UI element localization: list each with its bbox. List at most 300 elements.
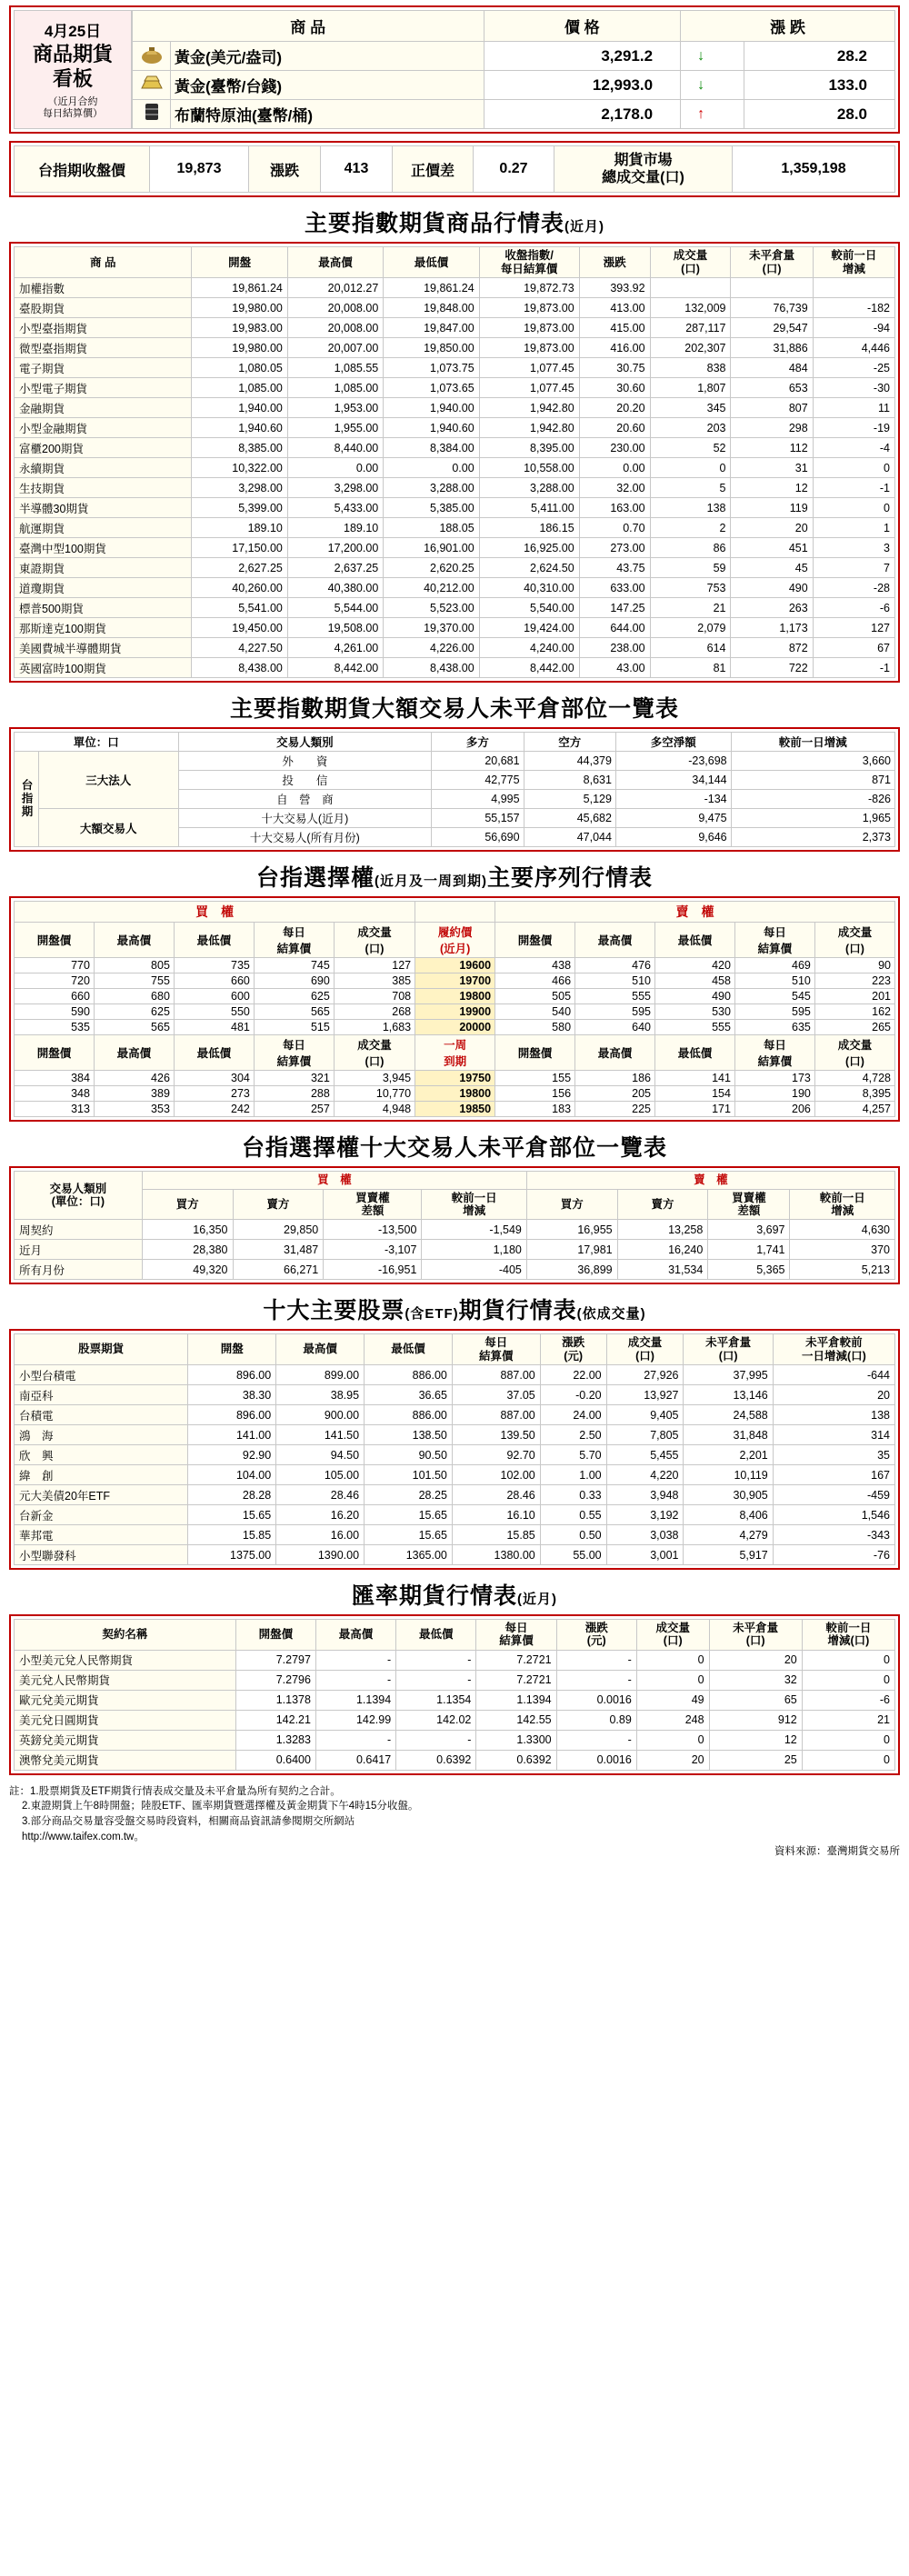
table-cell: 8,395.00: [479, 438, 579, 458]
table-row: [15, 338, 895, 358]
table-cell: 投 信: [178, 771, 432, 790]
table-cell: 30,905: [684, 1485, 773, 1505]
table-row: [15, 1260, 895, 1280]
table-cell: 31,487: [233, 1240, 324, 1260]
column-header: 成交量 (口): [334, 1035, 415, 1071]
table-cell: 1,942.80: [479, 418, 579, 438]
table-cell: 小型聯發科: [15, 1545, 188, 1565]
table-cell: 230.00: [579, 438, 650, 458]
table-row: [15, 438, 895, 458]
basis-value: 0.27: [473, 145, 554, 193]
table-cell: 353: [94, 1102, 174, 1117]
option-trader-table: [14, 1171, 895, 1280]
table-cell: 2,637.25: [287, 558, 383, 578]
close-value: 19,873: [149, 145, 249, 193]
commodity-name: 布蘭特原油(臺幣/桶): [171, 100, 484, 129]
table-cell: -1: [813, 658, 894, 678]
table-cell: 55,157: [432, 809, 524, 828]
table-cell: 505: [495, 989, 575, 1004]
table-cell: 0: [802, 1670, 894, 1690]
table-cell: 510: [575, 973, 655, 989]
table-row: [15, 318, 895, 338]
table-cell: 那斯達克100期貨: [15, 618, 192, 638]
table-cell: 384: [15, 1071, 95, 1086]
table-cell: 690: [254, 973, 334, 989]
table-cell: 4,948: [334, 1102, 415, 1117]
stock-futures-title: 十大主要股票: [263, 1298, 405, 1324]
fx-futures-banner: [9, 1578, 900, 1611]
table-cell: -: [396, 1730, 476, 1750]
table-cell: 19800: [415, 989, 495, 1004]
table-cell: 28.46: [452, 1485, 540, 1505]
table-cell: 3,038: [606, 1525, 684, 1545]
table-cell: 708: [334, 989, 415, 1004]
table-cell: 0.50: [540, 1525, 606, 1545]
column-header: 空方: [524, 733, 615, 752]
column-header: 開盤價: [15, 923, 95, 958]
table-cell: 1,073.65: [384, 378, 479, 398]
table-cell: 484: [731, 358, 813, 378]
table-cell: 753: [650, 578, 731, 598]
column-header: 賣方: [617, 1189, 708, 1220]
footer-note-4[interactable]: http://www.taifex.com.tw。: [22, 1831, 145, 1842]
table-row: [15, 1545, 895, 1565]
table-cell: 420: [654, 958, 734, 973]
table-cell: 90: [814, 958, 894, 973]
table-cell: 755: [94, 973, 174, 989]
table-cell: 141: [654, 1071, 734, 1086]
column-header: 最高價: [315, 1620, 395, 1651]
table-row: [15, 1485, 895, 1505]
column-header: 未平倉量 (口): [709, 1620, 802, 1651]
table-cell: 19,848.00: [384, 298, 479, 318]
column-header: 較前一日 增減: [422, 1189, 526, 1220]
table-row: [15, 578, 895, 598]
opt-trader-side-header: [15, 1172, 895, 1189]
table-cell: 167: [773, 1465, 894, 1485]
table-cell: 43.75: [579, 558, 650, 578]
table-cell: 29,547: [731, 318, 813, 338]
column-header: 開盤價: [495, 1035, 575, 1071]
table-cell: 205: [575, 1086, 655, 1102]
table-cell: 644.00: [579, 618, 650, 638]
table-cell: 29,850: [233, 1220, 324, 1240]
table-cell: 2,627.25: [192, 558, 287, 578]
table-cell: 273: [174, 1086, 254, 1102]
table-cell: 5: [650, 478, 731, 498]
table-cell: 19,508.00: [287, 618, 383, 638]
table-cell: 1.1378: [235, 1690, 315, 1710]
table-cell: 17,981: [526, 1240, 617, 1260]
table-cell: 189.10: [287, 518, 383, 538]
table-cell: 0: [636, 1650, 709, 1670]
board-note-line1: （近月合約: [47, 95, 98, 107]
table-cell: 0: [636, 1730, 709, 1750]
table-cell: 104.00: [188, 1465, 276, 1485]
table-row: [15, 538, 895, 558]
table-cell: 0.89: [556, 1710, 636, 1730]
column-header: 開盤價: [235, 1620, 315, 1651]
table-cell: 5,433.00: [287, 498, 383, 518]
table-cell: 770: [15, 958, 95, 973]
table-cell: 1.3283: [235, 1730, 315, 1750]
table-cell: 653: [731, 378, 813, 398]
table-cell: 0.0016: [556, 1750, 636, 1770]
table-cell: 510: [734, 973, 814, 989]
table-cell: 0: [650, 458, 731, 478]
table-cell: 19,847.00: [384, 318, 479, 338]
gold-bar-icon: [133, 71, 171, 100]
table-cell: 7.2721: [476, 1650, 556, 1670]
table-cell: 633.00: [579, 578, 650, 598]
table-cell: 540: [495, 1004, 575, 1020]
commodity-board: [9, 5, 900, 134]
table-cell: 15.65: [365, 1525, 453, 1545]
table-cell: 16,901.00: [384, 538, 479, 558]
table-cell: 59: [650, 558, 731, 578]
table-cell: 24,588: [684, 1405, 773, 1425]
table-cell: 223: [814, 973, 894, 989]
column-header: 每日 結算價: [452, 1334, 540, 1365]
board-header-price: 價 格: [484, 11, 681, 42]
table-cell: 21: [802, 1710, 894, 1730]
column-header: 買方: [142, 1189, 233, 1220]
table-cell: 19700: [415, 973, 495, 989]
table-cell: 澳幣兌美元期貨: [15, 1750, 236, 1770]
table-cell: 321: [254, 1071, 334, 1086]
table-cell: 1,942.80: [479, 398, 579, 418]
table-cell: 19850: [415, 1102, 495, 1117]
table-cell: 4,995: [432, 790, 524, 809]
table-row: [15, 478, 895, 498]
table-cell: 40,212.00: [384, 578, 479, 598]
table-cell: 標普500期貨: [15, 598, 192, 618]
column-header: 漲跌: [579, 247, 650, 278]
table-cell: 10,119: [684, 1465, 773, 1485]
table-cell: 16,350: [142, 1220, 233, 1240]
table-cell: 625: [254, 989, 334, 1004]
table-cell: 242: [174, 1102, 254, 1117]
column-header: 成交量 (口): [636, 1620, 709, 1651]
table-cell: 190: [734, 1086, 814, 1102]
table-cell: 5,411.00: [479, 498, 579, 518]
table-cell: 90.50: [365, 1445, 453, 1465]
table-cell: 小型電子期貨: [15, 378, 192, 398]
column-header: 開盤價: [495, 923, 575, 958]
table-cell: 13,927: [606, 1385, 684, 1405]
table-cell: 173: [734, 1071, 814, 1086]
table-row: [15, 278, 895, 298]
table-row: [15, 1710, 895, 1730]
table-cell: 476: [575, 958, 655, 973]
table-cell: 4,220: [606, 1465, 684, 1485]
commodity-change: 28.0: [744, 100, 895, 129]
column-header: 賣方: [233, 1189, 324, 1220]
table-cell: 臺股期貨: [15, 298, 192, 318]
table-cell: 438: [495, 958, 575, 973]
table-cell: 288: [254, 1086, 334, 1102]
table-cell: 426: [94, 1071, 174, 1086]
table-cell: 27,926: [606, 1365, 684, 1385]
table-cell: 287,117: [650, 318, 731, 338]
table-cell: 1,546: [773, 1505, 894, 1525]
table-cell: 3,001: [606, 1545, 684, 1565]
column-header: 最高價: [575, 1035, 655, 1071]
options-subtitle: (近月及一周到期): [375, 874, 487, 890]
table-cell: -28: [813, 578, 894, 598]
table-cell: 30.75: [579, 358, 650, 378]
table-cell: 896.00: [188, 1405, 276, 1425]
table-cell: 20000: [415, 1020, 495, 1035]
table-cell: 635: [734, 1020, 814, 1035]
table-cell: 7.2721: [476, 1670, 556, 1690]
table-cell: 3,298.00: [287, 478, 383, 498]
table-cell: 640: [575, 1020, 655, 1035]
table-cell: 4,279: [684, 1525, 773, 1545]
volume-label-line2: 總成交量(口): [602, 170, 684, 186]
table-cell: 38.30: [188, 1385, 276, 1405]
table-cell: 188.05: [384, 518, 479, 538]
table-cell: 871: [731, 771, 894, 790]
table-cell: 19,861.24: [192, 278, 287, 298]
table-cell: 15.85: [452, 1525, 540, 1545]
table-cell: 304: [174, 1071, 254, 1086]
table-cell: 660: [15, 989, 95, 1004]
table-cell: 141.50: [276, 1425, 365, 1445]
table-cell: 0.00: [287, 458, 383, 478]
table-cell: 9,646: [615, 828, 731, 847]
table-cell: 19,980.00: [192, 298, 287, 318]
table-cell: 小型美元兌人民幣期貨: [15, 1650, 236, 1670]
table-cell: 17,150.00: [192, 538, 287, 558]
column-header: 最高價: [94, 923, 174, 958]
index-futures-box: [9, 242, 900, 683]
table-cell: 555: [654, 1020, 734, 1035]
table-row: [15, 1445, 895, 1465]
table-row: [15, 1730, 895, 1750]
column-header: 收盤指數/ 每日結算價: [479, 247, 579, 278]
table-cell: 5,541.00: [192, 598, 287, 618]
commodity-price: 12,993.0: [484, 71, 681, 100]
table-cell: 31,848: [684, 1425, 773, 1445]
table-cell: -: [396, 1670, 476, 1690]
table-cell: 138.50: [365, 1425, 453, 1445]
table-cell: 9,405: [606, 1405, 684, 1425]
column-header: 最高價: [575, 923, 655, 958]
table-cell: 19,861.24: [384, 278, 479, 298]
table-cell: 5.70: [540, 1445, 606, 1465]
table-cell: 20.60: [579, 418, 650, 438]
table-cell: 469: [734, 958, 814, 973]
table-cell: 19,424.00: [479, 618, 579, 638]
table-cell: 1,085.55: [287, 358, 383, 378]
table-cell: 1,073.75: [384, 358, 479, 378]
options-title2: 主要序列行情表: [487, 865, 654, 892]
table-cell: 8,442.00: [479, 658, 579, 678]
table-cell: 37.05: [452, 1385, 540, 1405]
table-cell: 142.55: [476, 1710, 556, 1730]
table-cell: 5,523.00: [384, 598, 479, 618]
fx-futures-subtitle: (近月): [517, 1592, 557, 1607]
stock-futures-sub2: (依成交量): [576, 1306, 646, 1323]
table-cell: 0: [802, 1750, 894, 1770]
table-cell: 314: [773, 1425, 894, 1445]
trader-group-label: 大額交易人: [39, 809, 179, 847]
table-cell: 1390.00: [276, 1545, 365, 1565]
table-cell: 2,373: [731, 828, 894, 847]
footer-note-1: 註：1.股票期貨及ETF期貨行情表成交量及未平倉量為所有契約之合計。: [9, 1785, 341, 1797]
table-cell: 1,955.00: [287, 418, 383, 438]
table-cell: 735: [174, 958, 254, 973]
table-cell: -343: [773, 1525, 894, 1545]
table-row: [15, 1650, 895, 1670]
table-cell: 20: [773, 1385, 894, 1405]
trader-group-label: 三大法人: [39, 752, 179, 809]
table-row: [15, 518, 895, 538]
table-cell: 4,257: [814, 1102, 894, 1117]
column-header: 買 權: [15, 902, 415, 923]
table-cell: 34,144: [615, 771, 731, 790]
table-cell: 16.10: [452, 1505, 540, 1525]
table-cell: 15.65: [365, 1505, 453, 1525]
table-cell: 英國富時100期貨: [15, 658, 192, 678]
table-cell: -94: [813, 318, 894, 338]
column-header: 最低價: [174, 1035, 254, 1071]
table-cell: 所有月份: [15, 1260, 143, 1280]
table-cell: 298: [731, 418, 813, 438]
table-row: [15, 809, 895, 828]
table-cell: 30.60: [579, 378, 650, 398]
column-header: 較前一日增減: [731, 733, 894, 752]
table-cell: 1,085.00: [192, 378, 287, 398]
stock-futures-box: [9, 1329, 900, 1570]
table-cell: 92.90: [188, 1445, 276, 1465]
table-cell: 20,007.00: [287, 338, 383, 358]
table-row: [15, 1525, 895, 1545]
table-cell: -: [315, 1650, 395, 1670]
table-cell: 1.1394: [315, 1690, 395, 1710]
column-header: 每日 結算價: [734, 1035, 814, 1071]
table-cell: -: [556, 1650, 636, 1670]
taiex-summary-box: [9, 141, 900, 197]
table-cell: 1,173: [731, 618, 813, 638]
board-title-line1: 商品期貨: [32, 42, 113, 65]
commodity-row: [133, 42, 895, 71]
table-cell: 49: [636, 1690, 709, 1710]
table-cell: 華邦電: [15, 1525, 188, 1545]
options-row: [15, 1004, 895, 1020]
table-cell: 4,630: [790, 1220, 895, 1240]
table-cell: 1,940.60: [192, 418, 287, 438]
table-cell: 1,080.05: [192, 358, 287, 378]
column-header: 股票期貨: [15, 1334, 188, 1365]
table-cell: 13,146: [684, 1385, 773, 1405]
table-cell: 微型臺指期貨: [15, 338, 192, 358]
column-header: 每日 結算價: [254, 1035, 334, 1071]
table-cell: 半導體30期貨: [15, 498, 192, 518]
table-cell: 35: [773, 1445, 894, 1465]
table-cell: 257: [254, 1102, 334, 1117]
table-cell: 2.50: [540, 1425, 606, 1445]
table-row: [15, 1405, 895, 1425]
column-header: 多方: [432, 733, 524, 752]
large-trader-banner: 主要指數期貨大額交易人未平倉部位一覽表: [229, 696, 679, 723]
table-cell: 5,129: [524, 790, 615, 809]
table-row: [15, 638, 895, 658]
commodity-change: 28.2: [744, 42, 895, 71]
option-trader-box: [9, 1166, 900, 1284]
table-cell: 1,940.60: [384, 418, 479, 438]
fx-futures-table: [14, 1619, 895, 1771]
change-value: 413: [320, 145, 393, 193]
options-row: [15, 1071, 895, 1086]
table-cell: -182: [813, 298, 894, 318]
table-cell: 138: [773, 1405, 894, 1425]
column-header: 開盤: [192, 247, 287, 278]
table-cell: 720: [15, 973, 95, 989]
table-cell: 24.00: [540, 1405, 606, 1425]
stock-futures-banner: [9, 1293, 900, 1325]
table-cell: 416.00: [579, 338, 650, 358]
table-cell: 142.21: [235, 1710, 315, 1730]
table-cell: 鴻 海: [15, 1425, 188, 1445]
column-header: 較前一日 增減: [813, 247, 894, 278]
options-row: [15, 989, 895, 1004]
table-cell: 臺灣中型100期貨: [15, 538, 192, 558]
table-cell: 8,438.00: [192, 658, 287, 678]
table-cell: 81: [650, 658, 731, 678]
table-cell: 141.00: [188, 1425, 276, 1445]
table-cell: 自 營 商: [178, 790, 432, 809]
table-cell: 20: [709, 1650, 802, 1670]
table-cell: 16,240: [617, 1240, 708, 1260]
table-cell: 119: [731, 498, 813, 518]
table-cell: 722: [731, 658, 813, 678]
table-row: [15, 498, 895, 518]
table-cell: 12: [731, 478, 813, 498]
volume-label-line1: 期貨市場: [614, 153, 673, 168]
column-header: 漲跌 (元): [556, 1620, 636, 1651]
table-cell: 838: [650, 358, 731, 378]
table-cell: 248: [636, 1710, 709, 1730]
table-cell: 590: [15, 1004, 95, 1020]
table-cell: 英鎊兌美元期貨: [15, 1730, 236, 1750]
fx-futures-title: 匯率期貨行情表: [351, 1583, 517, 1609]
table-cell: 13,258: [617, 1220, 708, 1240]
table-cell: 十大交易人(近月): [178, 809, 432, 828]
table-cell: -16,951: [324, 1260, 422, 1280]
table-cell: 小型金融期貨: [15, 418, 192, 438]
options-row: [15, 973, 895, 989]
table-cell: 872: [731, 638, 813, 658]
options-row: [15, 1086, 895, 1102]
table-cell: 美元兌人民幣期貨: [15, 1670, 236, 1690]
column-header: 買賣權 差額: [324, 1189, 422, 1220]
table-cell: 富櫃200期貨: [15, 438, 192, 458]
table-cell: 345: [650, 398, 731, 418]
table-cell: 3,192: [606, 1505, 684, 1525]
table-cell: 393.92: [579, 278, 650, 298]
table-cell: 40,310.00: [479, 578, 579, 598]
table-cell: 10,770: [334, 1086, 415, 1102]
table-cell: 625: [94, 1004, 174, 1020]
table-cell: 912: [709, 1710, 802, 1730]
table-cell: 4,240.00: [479, 638, 579, 658]
table-cell: 805: [94, 958, 174, 973]
table-cell: 19800: [415, 1086, 495, 1102]
table-cell: 44,379: [524, 752, 615, 771]
table-cell: 5,385.00: [384, 498, 479, 518]
